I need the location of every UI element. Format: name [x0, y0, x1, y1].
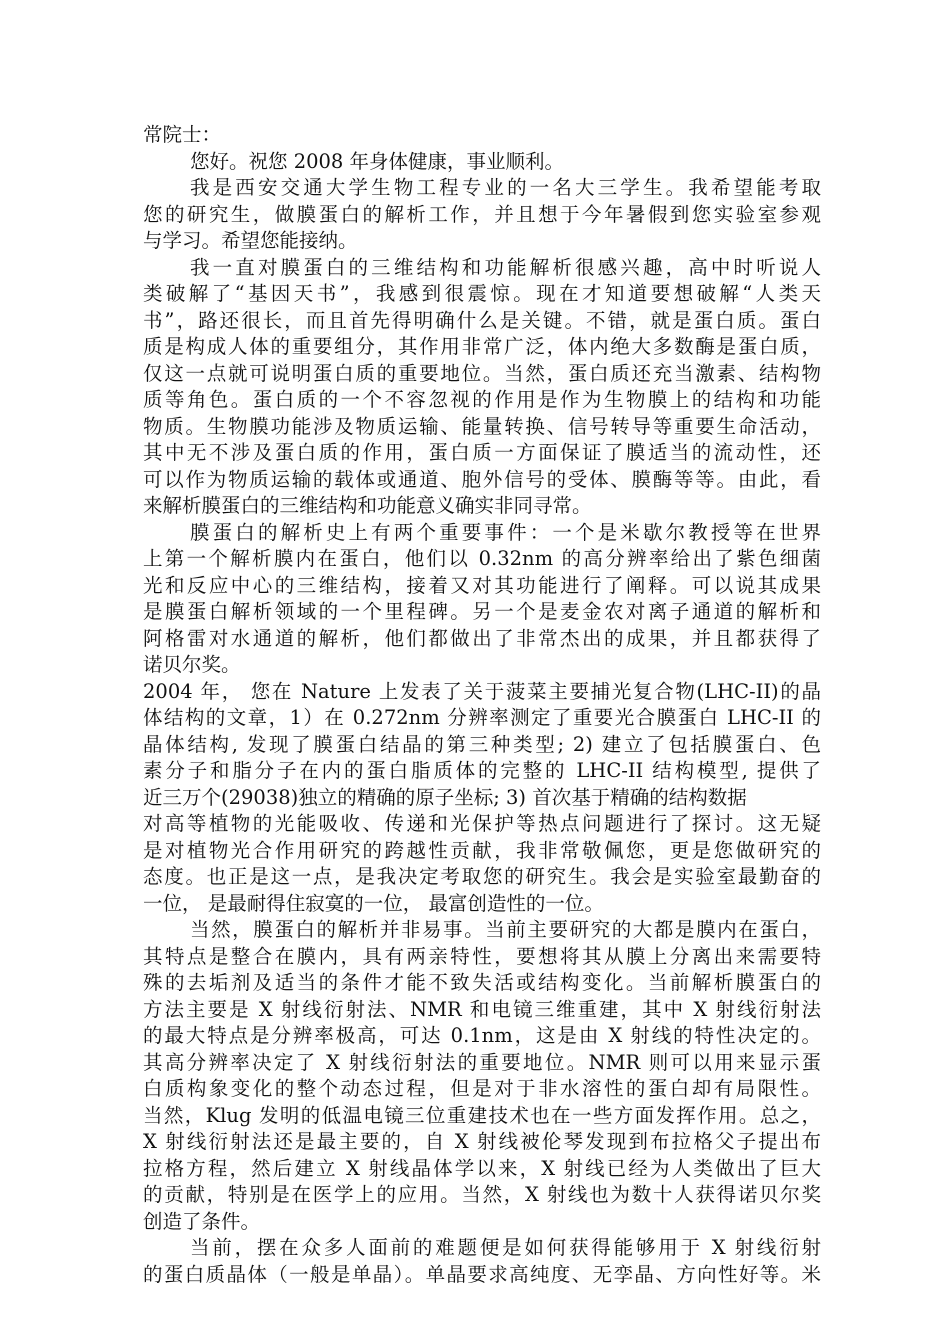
- text-line: 是对植物光合作用研究的跨越性贡献，我非常敬佩您，更是您做研究的: [143, 838, 821, 862]
- text-line: 体结构的文章，1）在 0.272nm 分辨率测定了重要光合膜蛋白 LHC-II 的: [143, 706, 821, 729]
- text-line: 光和反应中心的三维结构，接着又对其功能进行了阐释。可以说其成果: [143, 573, 821, 597]
- text-line: 其特点是整合在膜内，具有两亲特性，要想将其从膜上分离出来需要特: [143, 944, 821, 968]
- text-line: 来解析膜蛋白的三维结构和功能意义确实非同寻常。: [143, 494, 592, 517]
- text-line: 可以作为物质运输的载体或通道、胞外信号的受体、膜酶等等。由此，看: [143, 467, 821, 491]
- text-line: 我是西安交通大学生物工程专业的一名大三学生。我希望能考取: [190, 176, 821, 199]
- text-line: 的最大特点是分辨率极高，可达 0.1nm，这是由 X 射线的特性决定的。: [143, 1024, 821, 1047]
- text-line: 我一直对膜蛋白的三维结构和功能解析很感兴趣，高中时听说人: [190, 255, 821, 279]
- text-line: 阿格雷对水通道的解析，他们都做出了非常杰出的成果，并且都获得了: [143, 626, 821, 650]
- text-line: X 射线衍射法还是最主要的，自 X 射线被伦琴发现到布拉格父子提出布: [143, 1130, 821, 1153]
- text-line: 书”，路还很长，而且首先得明确什么是关键。不错，就是蛋白质。蛋白: [143, 308, 821, 332]
- text-line: 膜蛋白的解析史上有两个重要事件：一个是米歇尔教授等在世界: [190, 520, 821, 544]
- text-line: 当然，膜蛋白的解析并非易事。当前主要研究的大都是膜内在蛋白，: [190, 918, 821, 941]
- text-line: 创造了条件。: [143, 1209, 261, 1233]
- text-line: 您好。祝您 2008 年身体健康，事业顺利。: [190, 149, 565, 173]
- text-line: 物质。生物膜功能涉及物质运输、能量转换、信号转导等重要生命活动，: [143, 414, 821, 438]
- text-line: 您的研究生，做膜蛋白的解析工作，并且想于今年暑假到您实验室参观: [143, 202, 821, 226]
- text-line: 白质构象变化的整个动态过程，但是对于非水溶性的蛋白却有局限性。: [143, 1077, 821, 1100]
- text-line: 近三万个(29038)独立的精确的原子坐标; 3) 首次基于精确的结构数据: [143, 785, 747, 809]
- text-line: 仅这一点就可说明蛋白质的重要地位。当然，蛋白质还充当激素、结构物: [143, 361, 821, 385]
- letter-body: [143, 122, 821, 1288]
- text-line: 其中无不涉及蛋白质的作用，蛋白质一方面保证了膜适当的流动性，还: [143, 441, 821, 464]
- text-line: 是膜蛋白解析领域的一个里程碑。另一个是麦金农对离子通道的解析和: [143, 600, 821, 623]
- text-line: 的贡献，特别是在医学上的应用。当然，X 射线也为数十人获得诺贝尔奖: [143, 1183, 821, 1206]
- text-line: 上第一个解析膜内在蛋白，他们以 0.32nm 的高分辨率给出了紫色细菌: [143, 547, 821, 570]
- salutation: 常院士：: [143, 123, 222, 146]
- text-line: 当前，摆在众多人面前的难题便是如何获得能够用于 X 射线衍射: [190, 1236, 821, 1259]
- text-line: 殊的去垢剂及适当的条件才能不致失活或结构变化。当前解析膜蛋白的: [143, 971, 821, 994]
- text-line: 类破解了“基因天书”，我感到很震惊。现在才知道要想破解“人类天: [143, 282, 821, 305]
- text-line: 一位， 是最耐得住寂寞的一位， 最富创造性的一位。: [143, 891, 604, 915]
- text-line: 质等角色。蛋白质的一个不容忽视的作用是作为生物膜上的结构和功能: [143, 388, 821, 411]
- text-line: 态度。也正是这一点，是我决定考取您的研究生。我会是实验室最勤奋的: [143, 865, 821, 888]
- text-line: 2004 年， 您在 Nature 上发表了关于菠菜主要捕光复合物(LHC-II)的晶: [143, 679, 821, 703]
- text-line: 方法主要是 X 射线衍射法、NMR 和电镜三维重建，其中 X 射线衍射法: [143, 997, 821, 1021]
- text-line: 质是构成人体的重要组分，其作用非常广泛，体内绝大多数酶是蛋白质，: [143, 335, 821, 358]
- text-line: 当然，Klug 发明的低温电镜三位重建技术也在一些方面发挥作用。总之，: [143, 1103, 821, 1127]
- text-line: 与学习。希望您能接纳。: [143, 229, 358, 252]
- text-line: 晶体结构, 发现了膜蛋白结晶的第三种类型; 2) 建立了包括膜蛋白、色: [143, 732, 821, 756]
- text-line: 其高分辨率决定了 X 射线衍射法的重要地位。NMR 则可以用来显示蛋: [143, 1050, 821, 1074]
- text-line: 素分子和脂分子在内的蛋白脂质体的完整的 LHC-II 结构模型, 提供了: [143, 759, 821, 782]
- text-line: 的蛋白质晶体（一般是单晶）。单晶要求高纯度、无孪晶、方向性好等。米: [143, 1262, 821, 1286]
- text-line: 对高等植物的光能吸收、传递和光保护等热点问题进行了探讨。这无疑: [143, 812, 821, 835]
- text-line: 拉格方程，然后建立 X 射线晶体学以来，X 射线已经为人类做出了巨大: [143, 1156, 821, 1180]
- text-line: 诺贝尔奖。: [143, 653, 241, 676]
